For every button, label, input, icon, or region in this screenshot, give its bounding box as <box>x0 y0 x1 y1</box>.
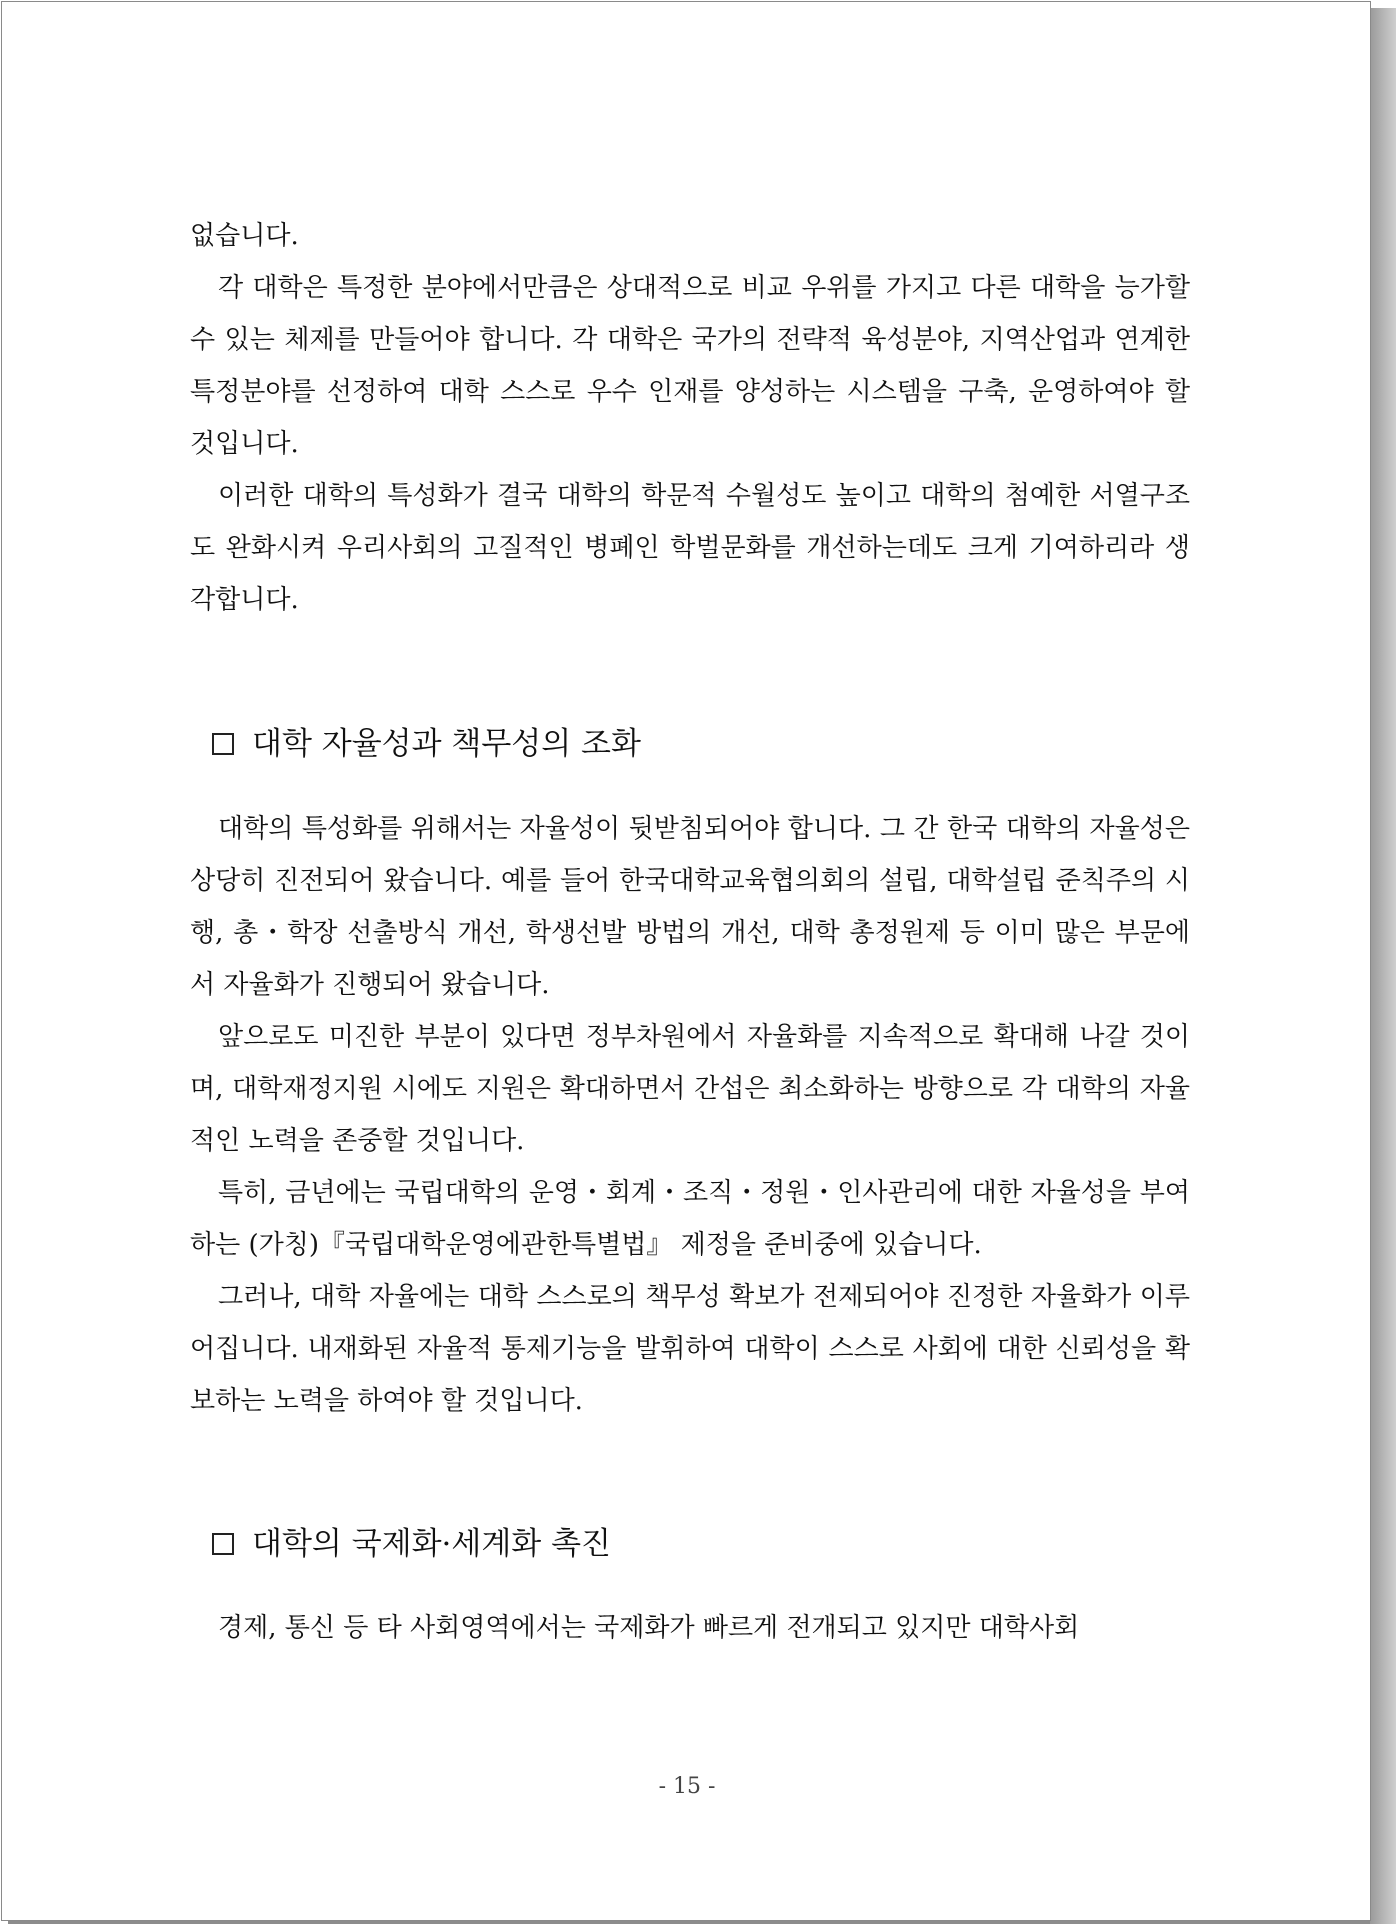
paragraph-1: 없습니다. <box>190 221 299 251</box>
paragraph-5: 앞으로도 미진한 부분이 있다면 정부차원에서 자율화를 지속적으로 확대해 나갈 것이며, 대학재정지원 시에도 지원은 확대하면서 간섭은 최소화하는 방향으로 각 대학의 자율적인 노력을 존중할 것입니다. <box>190 1022 1190 1156</box>
paragraph-3: 이러한 대학의 특성화가 결국 대학의 학문적 수월성도 높이고 대학의 첨예한 서열구조도 완화시켜 우리사회의 고질적인 병폐인 학벌문화를 개선하는데도 크게 기여하리라 생각합니다. <box>190 481 1190 615</box>
paragraph-4: 대학의 특성화를 위해서는 자율성이 뒷받침되어야 합니다. 그 간 한국 대학의 자율성은 상당히 진전되어 왔습니다. 예를 들어 한국대학교육협의회의 설립, 대학설립 준칙주의 시행, 총・학장 선출방식 개선, 학생선발 방법의 개선, 대학 총정원제 등 이미 많은 부문에서 자율화가 진행되어 왔습니다. <box>190 814 1190 1000</box>
checkbox-icon <box>212 733 234 755</box>
checkbox-icon <box>212 1533 234 1555</box>
paragraph-6: 특히, 금년에는 국립대학의 운영・회계・조직・정원・인사관리에 대한 자율성을 부여하는 (가칭)『국립대학운영에관한특별법』 제정을 준비중에 있습니다. <box>190 1178 1190 1260</box>
paragraph-7: 그러나, 대학 자율에는 대학 스스로의 책무성 확보가 전제되어야 진정한 자율화가 이루어집니다. 내재화된 자율적 통제기능을 발휘하여 대학이 스스로 사회에 대한 신뢰성을 확보하는 노력을 하여야 할 것입니다. <box>190 1282 1190 1416</box>
section-heading-text: 대학 자율성과 책무성의 조화 <box>252 726 641 762</box>
section-heading-text: 대학의 국제화·세계화 촉진 <box>252 1526 611 1562</box>
paragraph-8: 경제, 통신 등 타 사회영역에서는 국제화가 빠르게 전개되고 있지만 대학사회 <box>218 1613 1080 1643</box>
section-heading-autonomy <box>212 722 641 766</box>
document-page <box>1 1 1371 1921</box>
page-number: - 15 - <box>658 1774 716 1799</box>
paragraph-2: 각 대학은 특정한 분야에서만큼은 상대적으로 비교 우위를 가지고 다른 대학을 능가할 수 있는 체제를 만들어야 합니다. 각 대학은 국가의 전략적 육성분야, 지역산업과 연계한 특정분야를 선정하여 대학 스스로 우수 인재를 양성하는 시스템을 구축, 운영하여야 할 것입니다. <box>190 273 1190 459</box>
section-heading-internationalization <box>212 1522 611 1566</box>
page-edge <box>1370 8 1396 1924</box>
